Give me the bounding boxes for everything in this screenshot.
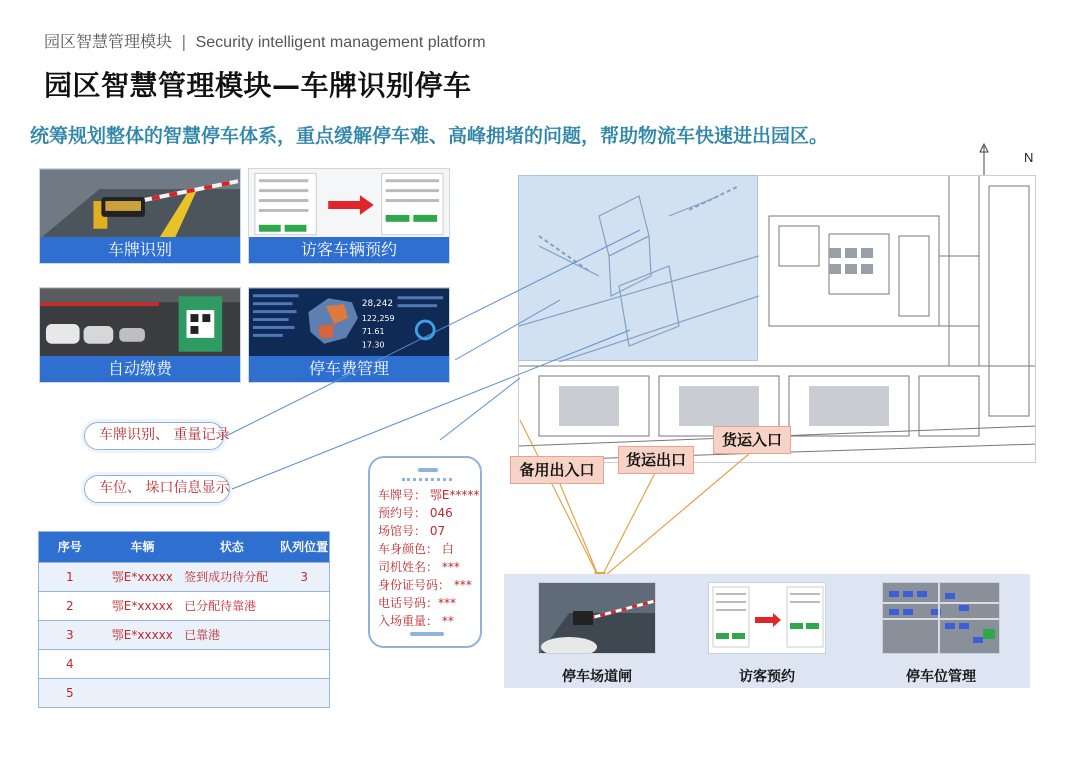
barrier-thumb-image — [539, 583, 656, 654]
cell-car: 鄂E*xxxxx — [101, 562, 185, 591]
header-no: 序号 — [39, 532, 101, 562]
cell-pos: 3 — [279, 562, 329, 591]
dashboard-value-3: 71.61 — [361, 326, 385, 336]
page-title: 园区智慧管理模块—车牌识别停车 — [44, 69, 472, 102]
gate-label-freight-entrance[interactable]: 货运入口 — [713, 426, 791, 454]
info-pill-plate-weight: 车牌识别、 重量记录 — [84, 422, 224, 450]
info-weight: 入场重量： ** — [378, 614, 454, 628]
brand-cn: 园区智慧管理模块 — [44, 32, 173, 51]
visitor-booking-thumb[interactable] — [708, 582, 826, 654]
info-pill-space-dock: 车位、 垛口信息显示 — [84, 475, 230, 503]
cell-status: 签到成功待分配 — [184, 562, 279, 591]
cell-no: 5 — [39, 678, 101, 707]
bottom-label-parking-space: 停车位管理 — [906, 669, 976, 685]
parking-space-image — [883, 583, 1000, 654]
cell-status: 已靠港 — [184, 620, 279, 649]
tile-label: 车牌识别 — [40, 237, 240, 263]
header-car: 车辆 — [101, 532, 185, 562]
booking-thumb-image — [709, 583, 826, 654]
cell-car: 鄂E*xxxxx — [101, 620, 185, 649]
bottom-feature-panel — [504, 574, 1030, 688]
barrier-gate-thumb[interactable] — [538, 582, 656, 654]
cell-no: 3 — [39, 620, 101, 649]
north-label: N — [1024, 150, 1034, 165]
page-subtitle: 统筹规划整体的智慧停车体系，重点缓解停车难、高峰拥堵的问题，帮助物流车快速进出园区。 — [30, 125, 829, 147]
info-driver: 司机姓名： *** — [378, 560, 460, 574]
info-booking-no: 预约号： 046 — [378, 506, 453, 520]
dashboard-value-1: 28,242 — [361, 299, 394, 310]
info-phone: 电话号码：*** — [378, 596, 457, 610]
brand-en: Security intelligent management platform — [195, 34, 486, 51]
header-status: 状态 — [184, 532, 279, 562]
gate-label-backup-entrance[interactable]: 备用出入口 — [510, 456, 604, 484]
parking-space-thumb[interactable] — [882, 582, 1000, 654]
bottom-label-visitor-booking: 访客预约 — [739, 669, 795, 685]
header-queue-position: 队列位置 — [279, 532, 329, 562]
dashboard-value-2: 122,259 — [361, 314, 395, 324]
bottom-label-barrier-gate: 停车场道闸 — [562, 669, 632, 685]
dashboard-value-4: 17.30 — [361, 340, 385, 350]
cell-status: 已分配待靠港 — [184, 591, 279, 620]
info-plate: 车牌号： 鄂E***** — [378, 488, 480, 502]
info-id-no: 身份证号码： *** — [378, 578, 472, 592]
brand-separator: | — [181, 32, 187, 51]
cell-car: 鄂E*xxxxx — [101, 591, 185, 620]
tile-label: 停车费管理 — [249, 356, 449, 382]
cell-no: 1 — [39, 562, 101, 591]
cell-no: 4 — [39, 649, 101, 678]
tile-label: 访客车辆预约 — [249, 237, 449, 263]
cell-no: 2 — [39, 591, 101, 620]
gate-label-freight-exit[interactable]: 货运出口 — [618, 446, 694, 474]
info-color: 车身颜色： 白 — [378, 542, 454, 556]
info-venue-no: 场馆号： 07 — [378, 524, 446, 538]
tile-label: 自动缴费 — [40, 356, 240, 382]
